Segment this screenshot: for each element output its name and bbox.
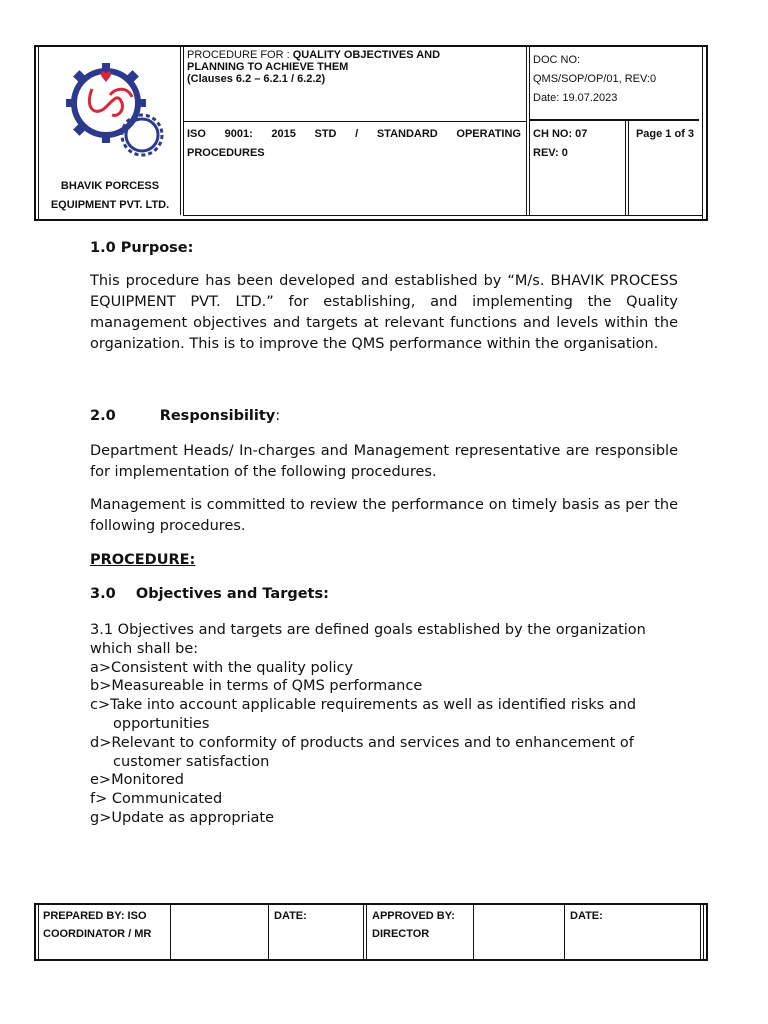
iso-word: 9001: [224,128,253,140]
objectives-list [90,621,678,828]
iso-standard-title [187,125,521,163]
procedure-title [187,49,525,85]
procedure-clauses: (Clauses 6.2 – 6.2.1 / 6.2.2) [187,73,326,85]
company-name-line1: BHAVIK PORCESS [60,180,160,192]
list-item: f> Communicated [90,791,223,808]
list-item: g>Update as appropriate [90,809,275,826]
document-footer-table [34,903,708,961]
prepared-by: PREPARED BY: ISO COORDINATOR / MR [43,910,152,940]
approved-date-label: DATE: [570,910,603,922]
objectives-heading: 3.0 Objectives and Targets: [90,586,329,602]
company-name-line2: EQUIPMENT PVT. LTD. [50,199,170,211]
responsibility-text-1: Department Heads/ In-charges and Management representative are responsible for implementation of the following procedures. [90,443,678,480]
iso-word: 2015 [271,128,296,140]
procedure-heading: PROCEDURE: [90,552,196,568]
list-item: c>Take into account applicable requirements as well as identified risks and opportunities [90,697,637,732]
iso-word: OPERATING [456,128,521,140]
iso-line2: PROCEDURES [187,147,265,159]
chapter-cell [533,125,625,163]
logo-cell [40,47,180,219]
responsibility-heading [90,406,678,427]
purpose-text: This procedure has been developed and established by “M/s. BHAVIK PROCESS EQUIPMENT PVT. LTD.” for establishing, and implementing the Quality management objectives and targets at relevant functions and levels within the organization. This is to improve the QMS performance within the organisation. [90,273,678,352]
doc-number-cell [533,51,703,108]
page-number: Page 1 of 3 [635,128,695,140]
list-item: a>Consistent with the quality policy [90,659,354,676]
iso-word: ISO [187,128,206,140]
objectives-intro: 3.1 Objectives and targets are defined goals established by the organization which shall be: [90,622,646,657]
iso-word: STANDARD [376,128,438,140]
doc-date: Date: 19.07.2023 [533,92,618,104]
procedure-title-a: QUALITY OBJECTIVES AND [292,49,441,61]
procedure-prefix: PROCEDURE FOR : [187,49,293,61]
list-item: d>Relevant to conformity of products and services and to enhancement of customer satisfaction [90,734,634,770]
iso-word: / [355,128,359,140]
doc-no-value: QMS/SOP/OP/01, REV:0 [533,73,657,85]
responsibility-text-2: Management is committed to review the performance on timely basis as per the following procedures. [90,497,678,534]
list-item: e>Monitored [90,772,184,789]
responsibility-colon: : [275,408,281,424]
procedure-title-b: PLANNING TO ACHIEVE THEM [187,61,349,73]
company-name [40,177,180,215]
prepared-date-label: DATE: [274,910,307,922]
company-logo-icon [62,59,166,159]
list-item: b>Measureable in terms of QMS performance [90,678,423,695]
iso-word: STD [314,128,337,140]
responsibility-number: 2.0 [90,408,116,424]
document-header-table [34,45,708,221]
chapter-number: CH NO: 07 [533,128,588,140]
revision: REV: 0 [533,147,568,159]
responsibility-title: Responsibility [159,408,276,424]
purpose-heading: 1.0 Purpose: [90,240,194,256]
doc-no-label: DOC NO: [533,54,581,66]
approved-by: APPROVED BY: DIRECTOR [372,910,455,940]
